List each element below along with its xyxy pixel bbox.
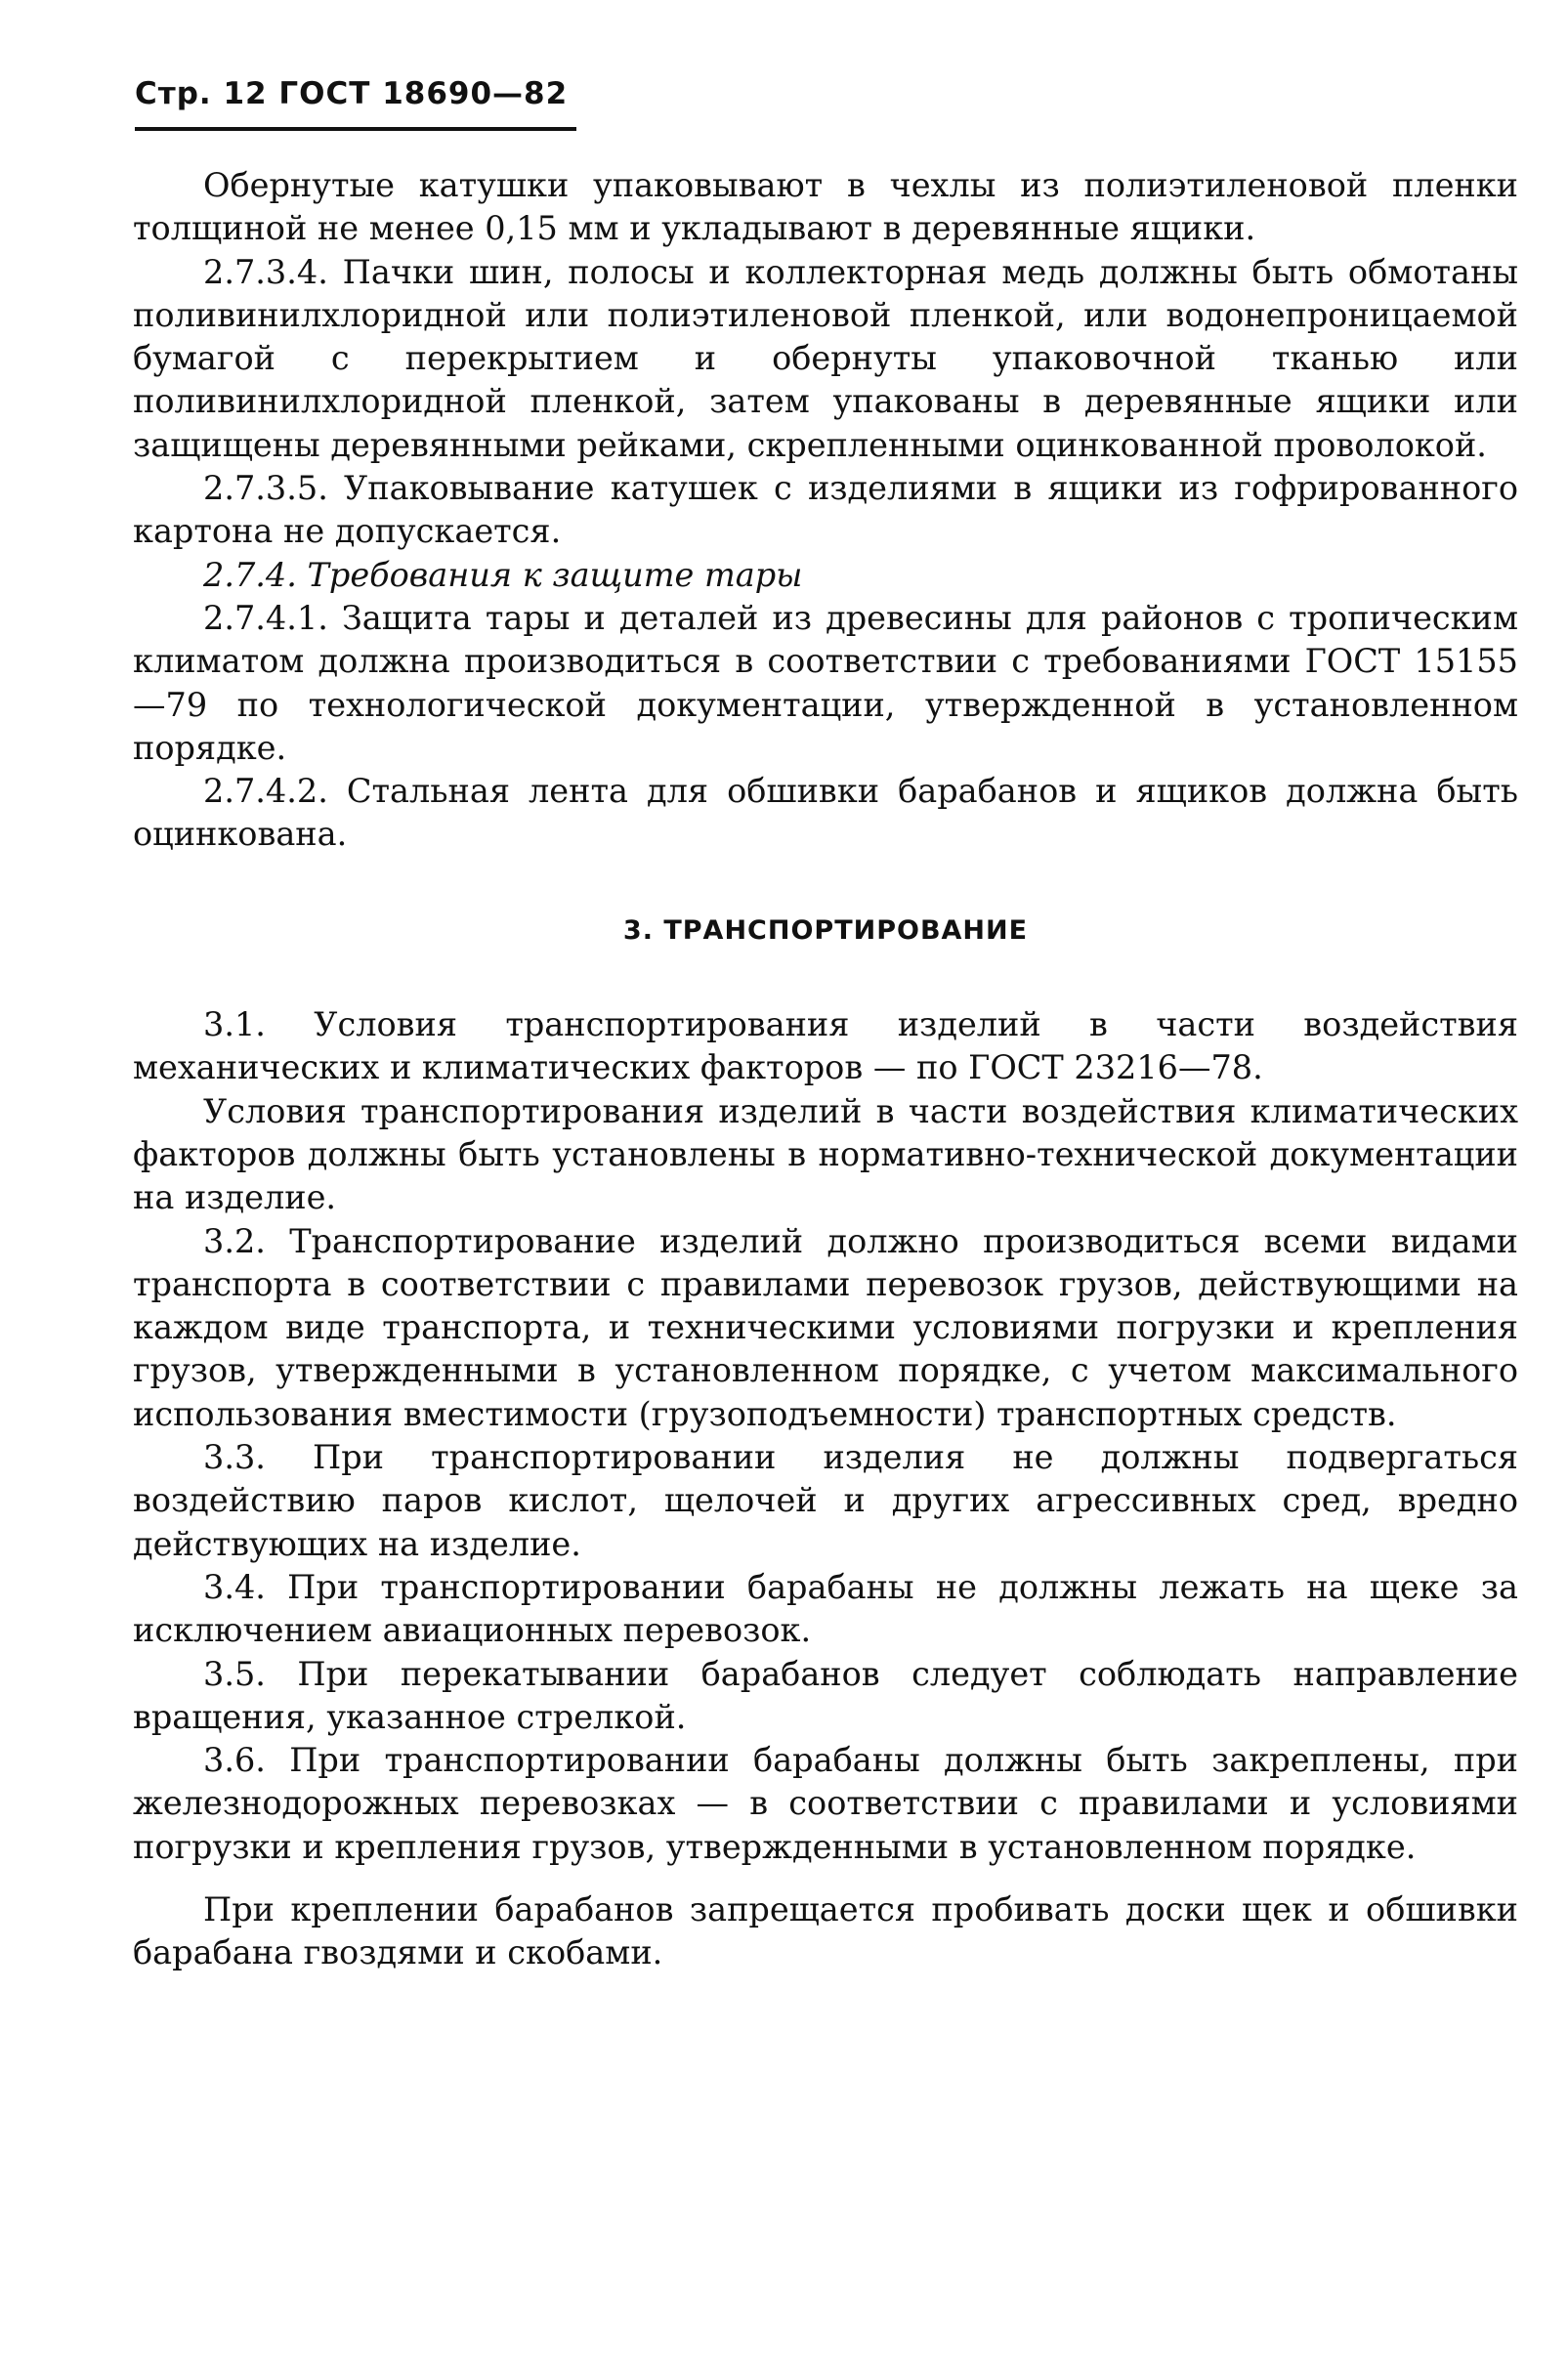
paragraph-3-2: 3.2. Транспортирование изделий должно производиться всеми видами транспорта в соответствии с правилами перевозок грузов, действующими на каждом виде транспорта, и техническими условиями погрузки и крепления грузов, утвержденными в установленном порядке, с учетом максимального использования вместимости (грузоподъемности) транспортных средств. — [133, 1221, 1518, 1433]
document-body — [133, 164, 1518, 1975]
paragraph-2-7-4-1: 2.7.4.1. Защита тары и деталей из древесины для районов с тропическим климатом должна производиться в соответствии с требованиями ГОСТ 15155—79 по технологической документации, утвержденной в установленном порядке. — [133, 598, 1518, 767]
header-rule — [135, 127, 576, 131]
paragraph-2-7-3-4: 2.7.3.4. Пачки шин, полосы и коллекторная медь должны быть обмотаны поливинилхлоридной или полиэтиленовой пленкой, или водонепроницаемой бумагой с перекрытием и обернуты упаковочной тканью или поливинилхлоридной пленкой, затем упакованы в деревянные ящики или защищены деревянными рейками, скрепленными оцинкованной проволокой. — [133, 252, 1518, 464]
paragraph-2-7-4-2: 2.7.4.2. Стальная лента для обшивки барабанов и ящиков должна быть оцинкована. — [133, 772, 1518, 854]
page-header: Стр. 12 ГОСТ 18690—82 — [135, 76, 569, 111]
paragraph-3-6: 3.6. При транспортировании барабаны должны быть закреплены, при железнодорожных перевозках — в соответствии с правилами и условиями погрузки и крепления грузов, утвержденными в установленном порядке. — [133, 1741, 1518, 1866]
paragraph-3-1-climate: Условия транспортирования изделий в части воздействия климатических факторов должны быть установлены в нормативно-технической документации на изделие. — [133, 1091, 1518, 1217]
paragraph-3-5: 3.5. При перекатывании барабанов следует соблюдать направление вращения, указанное стрелкой. — [133, 1654, 1518, 1736]
paragraph-3-4: 3.4. При транспортировании барабаны не должны лежать на щеке за исключением авиационных перевозок. — [133, 1567, 1518, 1650]
paragraph-3-6-fastening: При креплении барабанов запрещается пробивать доски щек и обшивки барабана гвоздями и скобами. — [133, 1889, 1518, 1972]
paragraph-3-1: 3.1. Условия транспортирования изделий в части воздействия механических и климатических факторов — по ГОСТ 23216—78. — [133, 1005, 1518, 1087]
paragraph-2-7-4-heading: 2.7.4. Требования к защите тары — [203, 555, 803, 594]
paragraph-3-3: 3.3. При транспортировании изделия не должны подвергаться воздействию паров кислот, щелочей и других агрессивных сред, вредно действующих на изделие. — [133, 1438, 1518, 1563]
paragraph-wrapped-coils: Обернутые катушки упаковывают в чехлы из полиэтиленовой пленки толщиной не менее 0,15 мм и укладывают в деревянные ящики. — [133, 166, 1518, 248]
section-heading-transport: 3. ТРАНСПОРТИРОВАНИЕ — [622, 914, 1029, 946]
paragraph-2-7-3-5: 2.7.3.5. Упаковывание катушек с изделиями в ящики из гофрированного картона не допускается. — [133, 469, 1518, 551]
